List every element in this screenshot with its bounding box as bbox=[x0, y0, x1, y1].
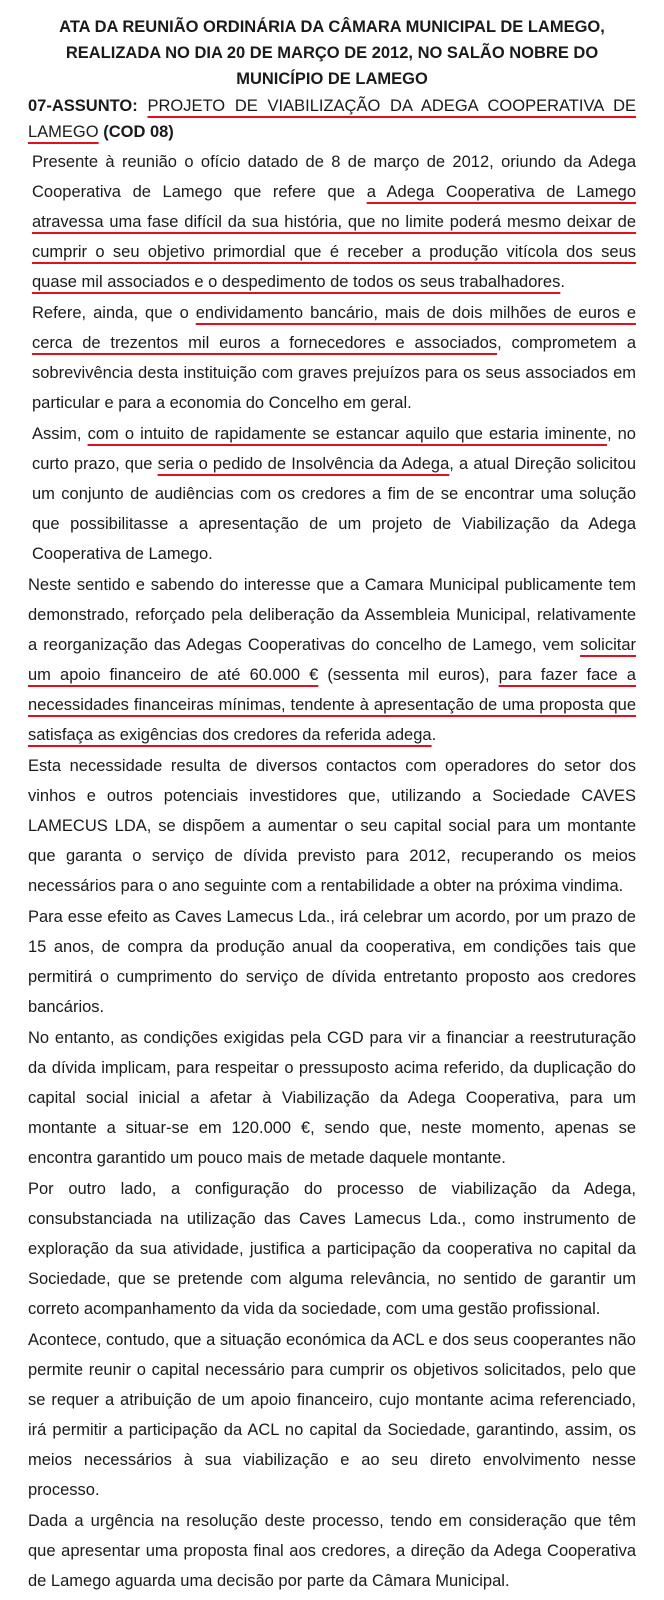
text-segment: Por outro lado, a configuração do processo de viabilização da Adega, consubstanciada na utilização das Caves Lamecus Lda., como instrumento de exploração da sua atividade, justifica a participação da cooperativa no capital da Sociedade, que se pretende com alguma relevância, no sentido de garantir um correto acompanhamento da vida da sociedade, com uma gestão profissional. bbox=[28, 1180, 636, 1318]
underlined-passage: solicitar um apoio financeiro de até 60.000 € bbox=[28, 636, 636, 684]
title-line: ATA DA REUNIÃO ORDINÁRIA DA CÂMARA MUNICIPAL DE LAMEGO, bbox=[59, 18, 605, 36]
paragraph bbox=[28, 1325, 636, 1505]
title-line: MUNICÍPIO DE LAMEGO bbox=[236, 70, 428, 88]
text-segment: . bbox=[431, 726, 437, 744]
paragraph bbox=[28, 419, 636, 569]
subject-code: (COD 08) bbox=[103, 123, 174, 141]
title-line: REALIZADA NO DIA 20 DE MARÇO DE 2012, NO SALÃO NOBRE DO bbox=[65, 44, 599, 62]
subject-line bbox=[28, 93, 636, 145]
paragraph bbox=[28, 902, 636, 1022]
paragraph bbox=[28, 751, 636, 901]
paragraph bbox=[28, 147, 636, 297]
text-segment: Refere, ainda, que o bbox=[32, 304, 196, 322]
document-title bbox=[28, 14, 636, 92]
paragraph bbox=[28, 1023, 636, 1173]
subject-topic: PROJETO DE VIABILIZAÇÃO DA ADEGA COOPERATIVA DE LAMEGO bbox=[28, 97, 636, 141]
underlined-passage: endividamento bancário, mais de dois milhões de euros e cerca de trezentos mil euros a fornecedores e associados bbox=[32, 304, 637, 352]
document-body bbox=[28, 147, 636, 1596]
text-segment: . bbox=[560, 273, 565, 291]
text-segment: No entanto, as condições exigidas pela CGD para vir a financiar a reestruturação da dívida implicam, para respeitar o pressuposto acima referido, da duplicação do capital social inicial a afetar à Viabilização da Adega Cooperativa, para um montante a situar-se em 120.000 €, sendo que, neste momento, apenas se encontra garantido um pouco mais de metade daquele montante. bbox=[28, 1029, 636, 1167]
text-segment: , comprometem a sobrevivência desta instituição com graves prejuízos para os seus associados em particular e para a economia do Concelho em geral. bbox=[32, 334, 636, 412]
text-segment: (sessenta mil euros), bbox=[318, 666, 499, 684]
underlined-passage: a Adega Cooperativa de Lamego atravessa uma fase difícil da sua história, que no limite poderá mesmo deixar de cumprir o seu objetivo primordial que é receber a produção vitícola dos seus quase mil associados e o despedimento de todos os seus trabalhadores bbox=[32, 183, 636, 291]
paragraph bbox=[28, 570, 636, 750]
text-segment: Neste sentido e sabendo do interesse que a Camara Municipal publicamente tem demonstrado, reforçado pela deliberação da Assembleia Municipal, relativamente a reorganização das Adegas Cooperativas do concelho de Lamego, vem bbox=[28, 576, 636, 654]
subject-label: 07-ASSUNTO: bbox=[28, 97, 138, 115]
text-segment: Presente à reunião o ofício datado de 8 de março de 2012, oriundo da Adega Cooperativa de Lamego que refere que bbox=[32, 153, 636, 201]
underlined-passage: para fazer face a necessidades financeiras mínimas, tendente à apresentação de uma proposta que satisfaça as exigências dos credores da referida adega bbox=[28, 666, 636, 744]
text-segment: , a atual Direção solicitou um conjunto de audiências com os credores a fim de se encontrar uma solução que possibilitasse a apresentação de um projeto de Viabilização da Adega Cooperativa de Lamego. bbox=[32, 455, 636, 563]
text-segment: Dada a urgência na resolução deste processo, tendo em consideração que têm que apresentar uma proposta final aos credores, a direção da Adega Cooperativa de Lamego aguarda uma decisão por parte da Câmara Municipal. bbox=[28, 1512, 636, 1590]
paragraph bbox=[28, 298, 636, 418]
underlined-passage: com o intuito de rapidamente se estancar aquilo que estaria iminente bbox=[87, 425, 607, 443]
paragraph bbox=[28, 1174, 636, 1324]
underlined-passage: seria o pedido de Insolvência da Adega bbox=[157, 455, 450, 473]
paragraph bbox=[28, 1506, 636, 1596]
text-segment: Assim, bbox=[32, 425, 88, 443]
text-segment: Esta necessidade resulta de diversos contactos com operadores do setor dos vinhos e outros potenciais investidores que, utilizando a Sociedade CAVES LAMECUS LDA, se dispõem a aumentar o seu capital social para um montante que garanta o serviço de dívida previsto para 2012, recuperando os meios necessários para o ano seguinte com a rentabilidade a obter na próxima vindima. bbox=[28, 757, 636, 895]
text-segment: Acontece, contudo, que a situação económica da ACL e dos seus cooperantes não permite reunir o capital necessário para cumprir os objetivos solicitados, pelo que se requer a atribuição de um apoio financeiro, cujo montante acima referenciado, irá permitir a participação da ACL no capital da Sociedade, garantindo, assim, os meios necessários à sua viabilização e ao seu direto envolvimento nesse processo. bbox=[28, 1331, 636, 1499]
text-segment: Para esse efeito as Caves Lamecus Lda., irá celebrar um acordo, por um prazo de 15 anos, de compra da produção anual da cooperativa, em condições tais que permitirá o cumprimento do serviço de dívida entretanto proposto aos credores bancários. bbox=[28, 908, 636, 1016]
text-segment: , no curto prazo, que bbox=[32, 425, 636, 473]
